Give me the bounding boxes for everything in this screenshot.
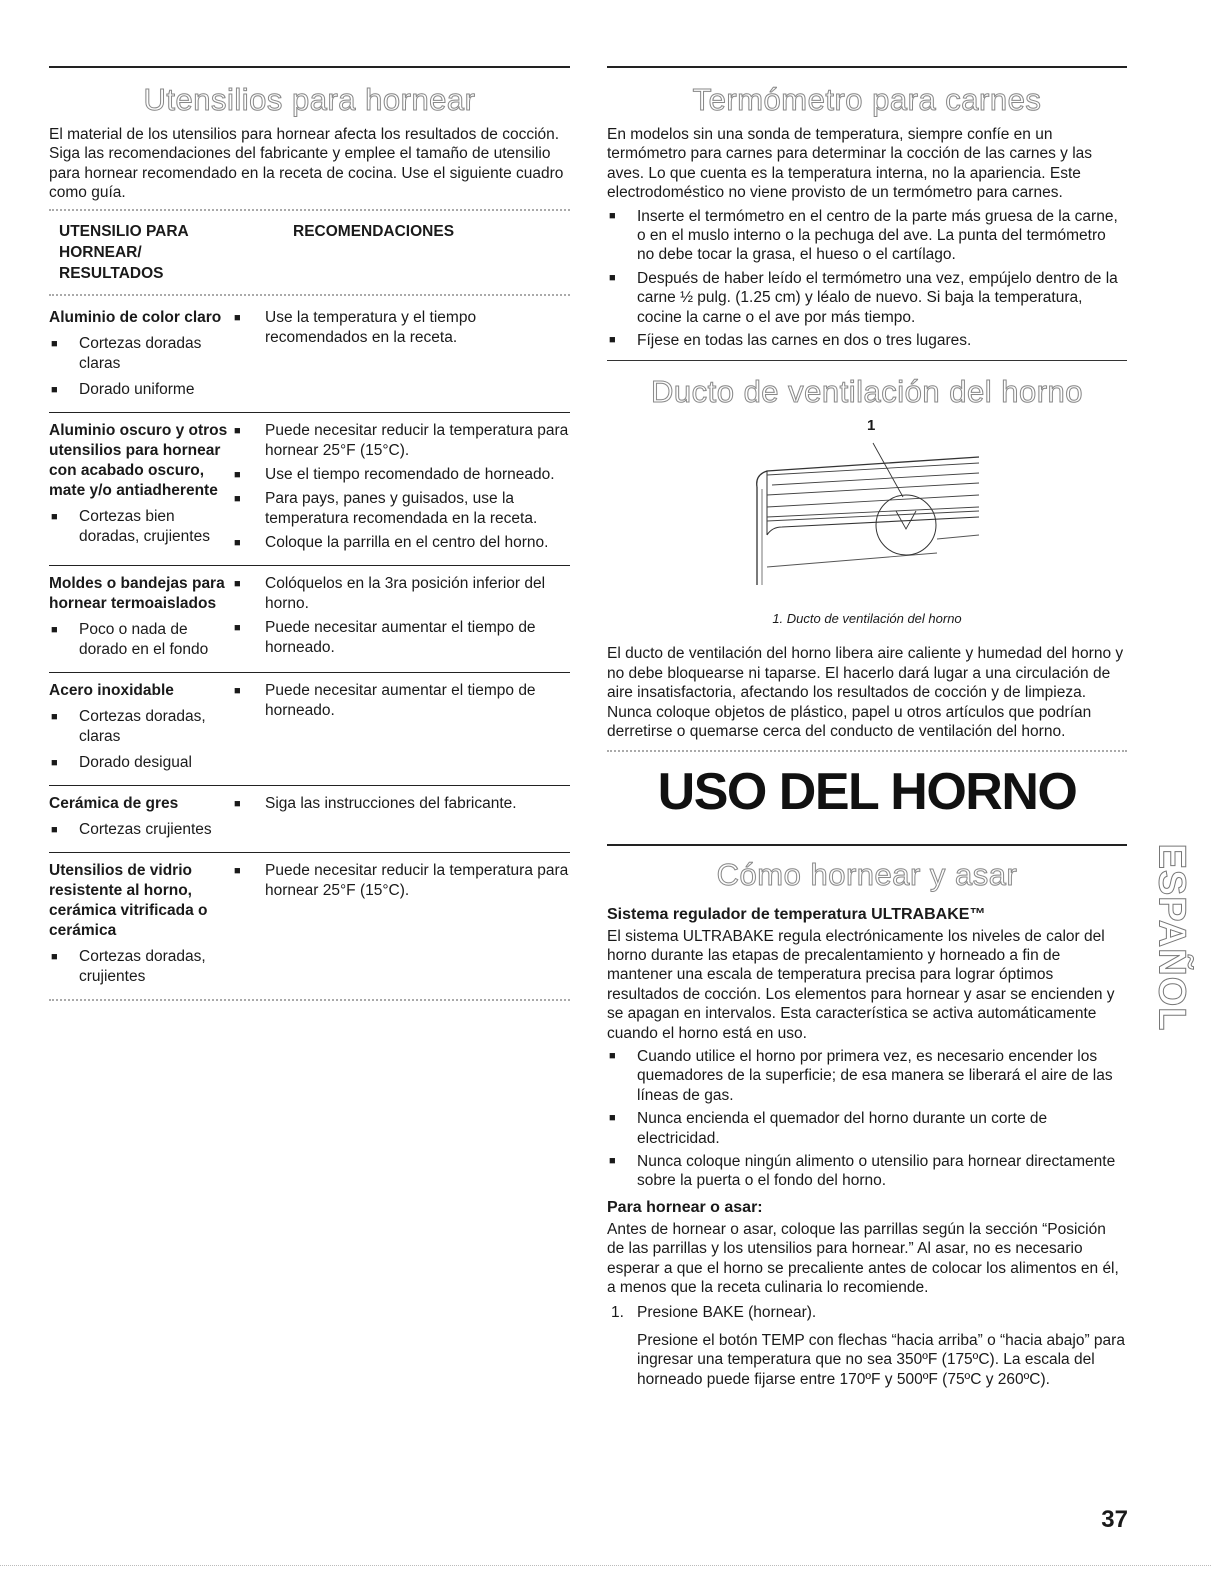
thermo-bullet: ■ Fíjese en todas las carnes en dos o tres lugares. [607, 331, 1127, 350]
section-dotted-rule [607, 750, 1127, 752]
bottom-rule [0, 1565, 1211, 1566]
page-number: 37 [1101, 1506, 1128, 1533]
left-column [49, 66, 570, 1001]
section-title-ducto: Ducto de ventilación del horno [650, 374, 1084, 410]
table-header-col1: UTENSILIO PARA HORNEAR/ RESULTADOS [59, 222, 189, 282]
step-text: Presione el botón TEMP con flechas “hacia arriba” o “hacia abajo” para ingresar una temperatura que no sea 350ºF (175ºC). La escala del horneado puede fijarse entre 170ºF y 500ºF (75ºC y 260ºC). [637, 1331, 1125, 1388]
table-row [49, 852, 570, 999]
result-item: ■ Cortezas doradas claras [49, 334, 232, 374]
result-item: ■ Cortezas doradas, claras [49, 707, 232, 747]
bake-heading: Para hornear o asar: [607, 1198, 763, 1216]
chapter-rule [607, 844, 1127, 846]
result-item: ■ Dorado desigual [49, 753, 232, 773]
chapter-title: USO DEL HORNO [657, 762, 1077, 821]
result-item: ■ Dorado uniforme [49, 380, 232, 400]
right-column [607, 66, 1127, 1389]
ultrabake-paragraph: El sistema ULTRABAKE regula electrónicamente los niveles de calor del horno durante las etapas de precalentamiento y horneado a fin de mantener una escala de temperatura precisa para lograr óptimos resultados de cocción. Los elementos para hornear y asar se encienden y se apagan en intervalos. Esta característica se activa automáticamente cuando el horno está en uso. [607, 927, 1115, 1042]
table-row [49, 565, 570, 672]
top-rule [49, 66, 570, 68]
top-rule [607, 66, 1127, 68]
recommendation-item: ■ Use el tiempo recomendado de horneado. [232, 465, 570, 485]
material-name: Aluminio oscuro y otros utensilios para hornear con acabado oscuro, mate y/o antiadherente [49, 421, 228, 499]
result-item: ■ Cortezas crujientes [49, 820, 232, 840]
material-name: Cerámica de gres [49, 794, 179, 812]
intro-paragraph: El material de los utensilios para hornear afecta los resultados de cocción. Siga las recomendaciones del fabricante y emplee el tamaño de utensilio para hornear recomendado en la receta de cocina. Use el siguiente cuadro como guía. [49, 126, 564, 202]
step-title: Presione BAKE (hornear). [637, 1304, 817, 1322]
vent-paragraph: El ducto de ventilación del horno libera aire caliente y humedad del horno y no debe bloquearse ni taparse. El hacerlo dará lugar a una circulación de aire insatisfactoria, afectando los resultados de cocción y de limpieza. Nunca coloque objetos de plástico, papel u otros artículos que podrían derretirse o quemarse cerca del conducto de ventilación del horno. [607, 645, 1124, 741]
step-number: 1. [611, 1304, 624, 1322]
material-name: Utensilios de vidrio resistente al horno, cerámica vitrificada o cerámica [49, 861, 208, 939]
figure-caption: 1. Ducto de ventilación del horno [772, 611, 962, 627]
recommendation-item: ■ Puede necesitar aumentar el tiempo de horneado. [232, 618, 570, 658]
recommendation-item: ■ Colóquelos en la 3ra posición inferior del horno. [232, 574, 570, 614]
recommendation-item: ■ Use la temperatura y el tiempo recomendados en la receta. [232, 308, 570, 348]
bake-paragraph: Antes de hornear o asar, coloque las parrillas según la sección “Posición de las parrillas y los utensilios para hornear.” Al asar, no es necesario esperar a que el horno se precaliente antes de colocar los alimentos en él, a menos que la receta culinaria lo recomiende. [607, 1220, 1119, 1296]
recommendation-item: ■ Puede necesitar reducir la temperatura para hornear 25°F (15°C). [232, 861, 570, 901]
vent-figure [607, 417, 1127, 607]
recommendation-item: ■ Puede necesitar aumentar el tiempo de horneado. [232, 681, 570, 721]
ultrabake-bullet: ■ Nunca encienda el quemador del horno durante un corte de electricidad. [607, 1109, 1127, 1148]
ultrabake-bullet: ■ Cuando utilice el horno por primera vez, es necesario encender los quemadores de la superficie; de esa manera se liberará el aire de las líneas de gas. [607, 1047, 1127, 1105]
table-header-col2: RECOMENDACIONES [293, 222, 455, 240]
figure-callout: 1 [867, 417, 876, 435]
material-name: Acero inoxidable [49, 681, 174, 699]
section-title-termometro: Termómetro para carnes [692, 82, 1042, 117]
recommendation-item: ■ Puede necesitar reducir la temperatura para hornear 25°F (15°C). [232, 421, 570, 461]
section-rule [607, 360, 1127, 361]
material-name: Aluminio de color claro [49, 308, 222, 326]
material-name: Moldes o bandejas para hornear termoaislados [49, 574, 225, 612]
result-item: ■ Cortezas bien doradas, crujientes [49, 507, 232, 547]
language-side-tab [1150, 818, 1192, 1056]
table-header [49, 211, 570, 294]
recommendation-item: ■ Coloque la parrilla en el centro del horno. [232, 533, 570, 553]
table-row [49, 672, 570, 785]
table-bottom-rule [49, 999, 570, 1001]
table-row [49, 296, 570, 412]
recommendation-item: ■ Siga las instrucciones del fabricante. [232, 794, 570, 814]
table-row [49, 412, 570, 565]
recommendation-item: ■ Para pays, panes y guisados, use la temperatura recomendada en la receta. [232, 489, 570, 529]
thermo-intro: En modelos sin una sonda de temperatura, siempre confíe en un termómetro para carnes para determinar la cocción de las carnes y las aves. Lo que cuenta es la temperatura interna, no la apariencia. Este electrodoméstico no viene provisto de un termómetro para carnes. [607, 126, 1093, 202]
result-item: ■ Cortezas doradas, crujientes [49, 947, 209, 987]
result-item: ■ Poco o nada de dorado en el fondo [49, 620, 232, 660]
section-title-hornear: Cómo hornear y asar [716, 856, 1018, 892]
thermo-bullet: ■ Después de haber leído el termómetro una vez, empújelo dentro de la carne ½ pulg. (1.25 cm) y léalo de nuevo. Si baja la temperatura, cocine la carne o el ave por más tiempo. [607, 269, 1127, 327]
side-tab-label: ESPAÑOL [1150, 843, 1193, 1031]
vent-illustration [607, 435, 1127, 605]
thermo-bullet: ■ Inserte el termómetro en el centro de la parte más gruesa de la carne, o en el muslo interno o la pechuga del ave. La punta del termómetro no debe tocar la grasa, el hueso o el cartílago. [607, 207, 1127, 265]
ultrabake-bullet: ■ Nunca coloque ningún alimento o utensilio para hornear directamente sobre la puerta o el fondo del horno. [607, 1152, 1127, 1191]
table-row [49, 785, 570, 852]
section-title-utensilios: Utensilios para hornear [143, 82, 476, 117]
ultrabake-heading: Sistema regulador de temperatura ULTRABAKE™ [607, 905, 986, 923]
step-item [607, 1303, 1127, 1389]
